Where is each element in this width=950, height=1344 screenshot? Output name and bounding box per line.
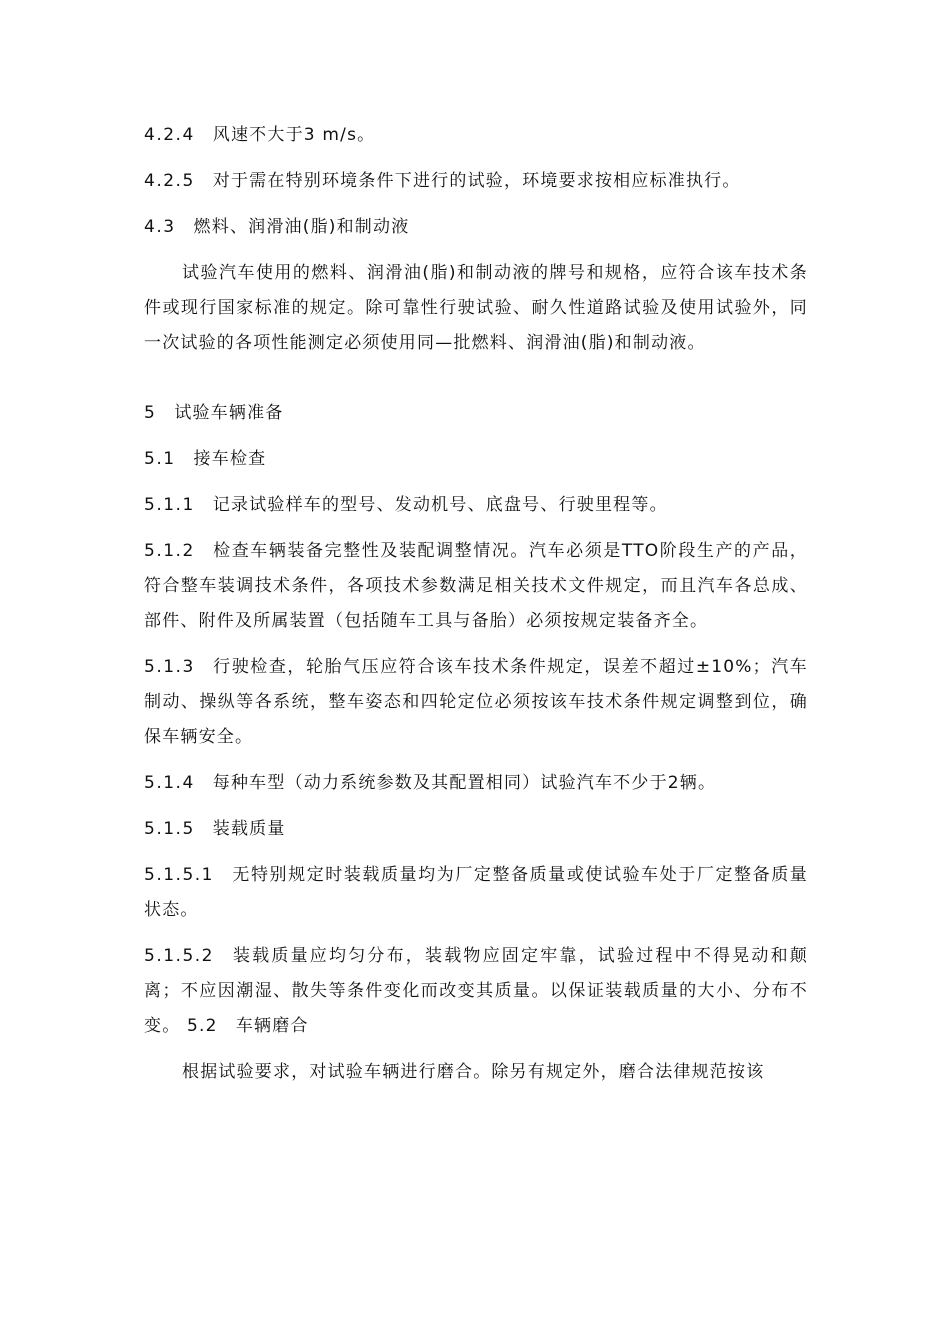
clause-5-1-3 [144, 650, 808, 755]
clause-text: 行驶检查，轮胎气压应符合该车技术条件规定，误差不超过±10%；汽车制动、操纵等各系统，整车姿态和四轮定位必须按该车技术条件规定调整到位，确保车辆安全。 [144, 657, 808, 747]
clause-text: 每种车型（动力系统参数及其配置相同）试验汽车不少于2辆。 [212, 773, 717, 793]
clause-text: 燃料、润滑油(脂)和制动液 [193, 217, 410, 237]
clause-text: 接车检查 [193, 449, 267, 469]
section-4-3-heading [144, 210, 808, 245]
clause-number: 5.1.1 [144, 495, 195, 515]
clause-4-2-4 [144, 118, 808, 153]
clause-text: 装载质量 [212, 819, 286, 839]
clause-5-1-2 [144, 534, 808, 639]
clause-5-1-5-1 [144, 858, 808, 928]
clause-number: 4.3 [144, 217, 176, 237]
clause-number: 5 [144, 403, 157, 423]
clause-5-1-4 [144, 766, 808, 801]
clause-number: 5.1.5.2 [144, 946, 214, 966]
body-paragraph-break-in: 根据试验要求，对试验车辆进行磨合。除另有规定外，磨合法律规范按该 [182, 1062, 765, 1082]
clause-number: 4.2.5 [144, 171, 195, 191]
clause-number: 5.1.4 [144, 773, 195, 793]
clause-text: 记录试验样车的型号、发动机号、底盘号、行驶里程等。 [212, 495, 668, 515]
clause-number: 5.1.2 [144, 541, 195, 561]
clause-number: 5.1.5 [144, 819, 195, 839]
clause-text: 无特别规定时装载质量均为厂定整备质量或使试验车处于厂定整备质量状态。 [144, 865, 808, 920]
clause-5-1-5 [144, 812, 808, 847]
document-page [144, 118, 808, 1090]
clause-5-1-5-2 [144, 939, 808, 1044]
clause-number: 5.1 [144, 449, 176, 469]
section-5-heading [144, 396, 808, 431]
section-5-1-heading [144, 442, 808, 477]
clause-number: 5.1.3 [144, 657, 195, 677]
clause-text: 风速不大于3 m/s。 [212, 125, 376, 145]
clause-5-1-1 [144, 488, 808, 523]
clause-text: 装载质量应均匀分布，装载物应固定牢靠，试验过程中不得晃动和颠离；不应因潮湿、散失等条件变化而改变其质量。以保证装载质量的大小、分布不变。 5.2 车辆磨合 [144, 946, 808, 1036]
clause-4-2-5 [144, 164, 808, 199]
clause-text: 试验车辆准备 [174, 403, 284, 423]
clause-text: 检查车辆装备完整性及装配调整情况。汽车必须是TTO阶段生产的产品，符合整车装调技术条件，各项技术参数满足相关技术文件规定，而且汽车各总成、部件、附件及所属装置（包括随车工具与备胎）必须按规定装备齐全。 [144, 541, 808, 631]
clause-number: 5.1.5.1 [144, 865, 214, 885]
clause-text: 对于需在特别环境条件下进行的试验，环境要求按相应标准执行。 [212, 171, 741, 191]
clause-number: 4.2.4 [144, 125, 195, 145]
body-paragraph-fuel: 试验汽车使用的燃料、润滑油(脂)和制动液的牌号和规格，应符合该车技术条件或现行国家标准的规定。除可靠性行驶试验、耐久性道路试验及使用试验外，同一次试验的各项性能测定必须使用同—批燃料、润滑油(脂)和制动液。 [144, 263, 808, 353]
